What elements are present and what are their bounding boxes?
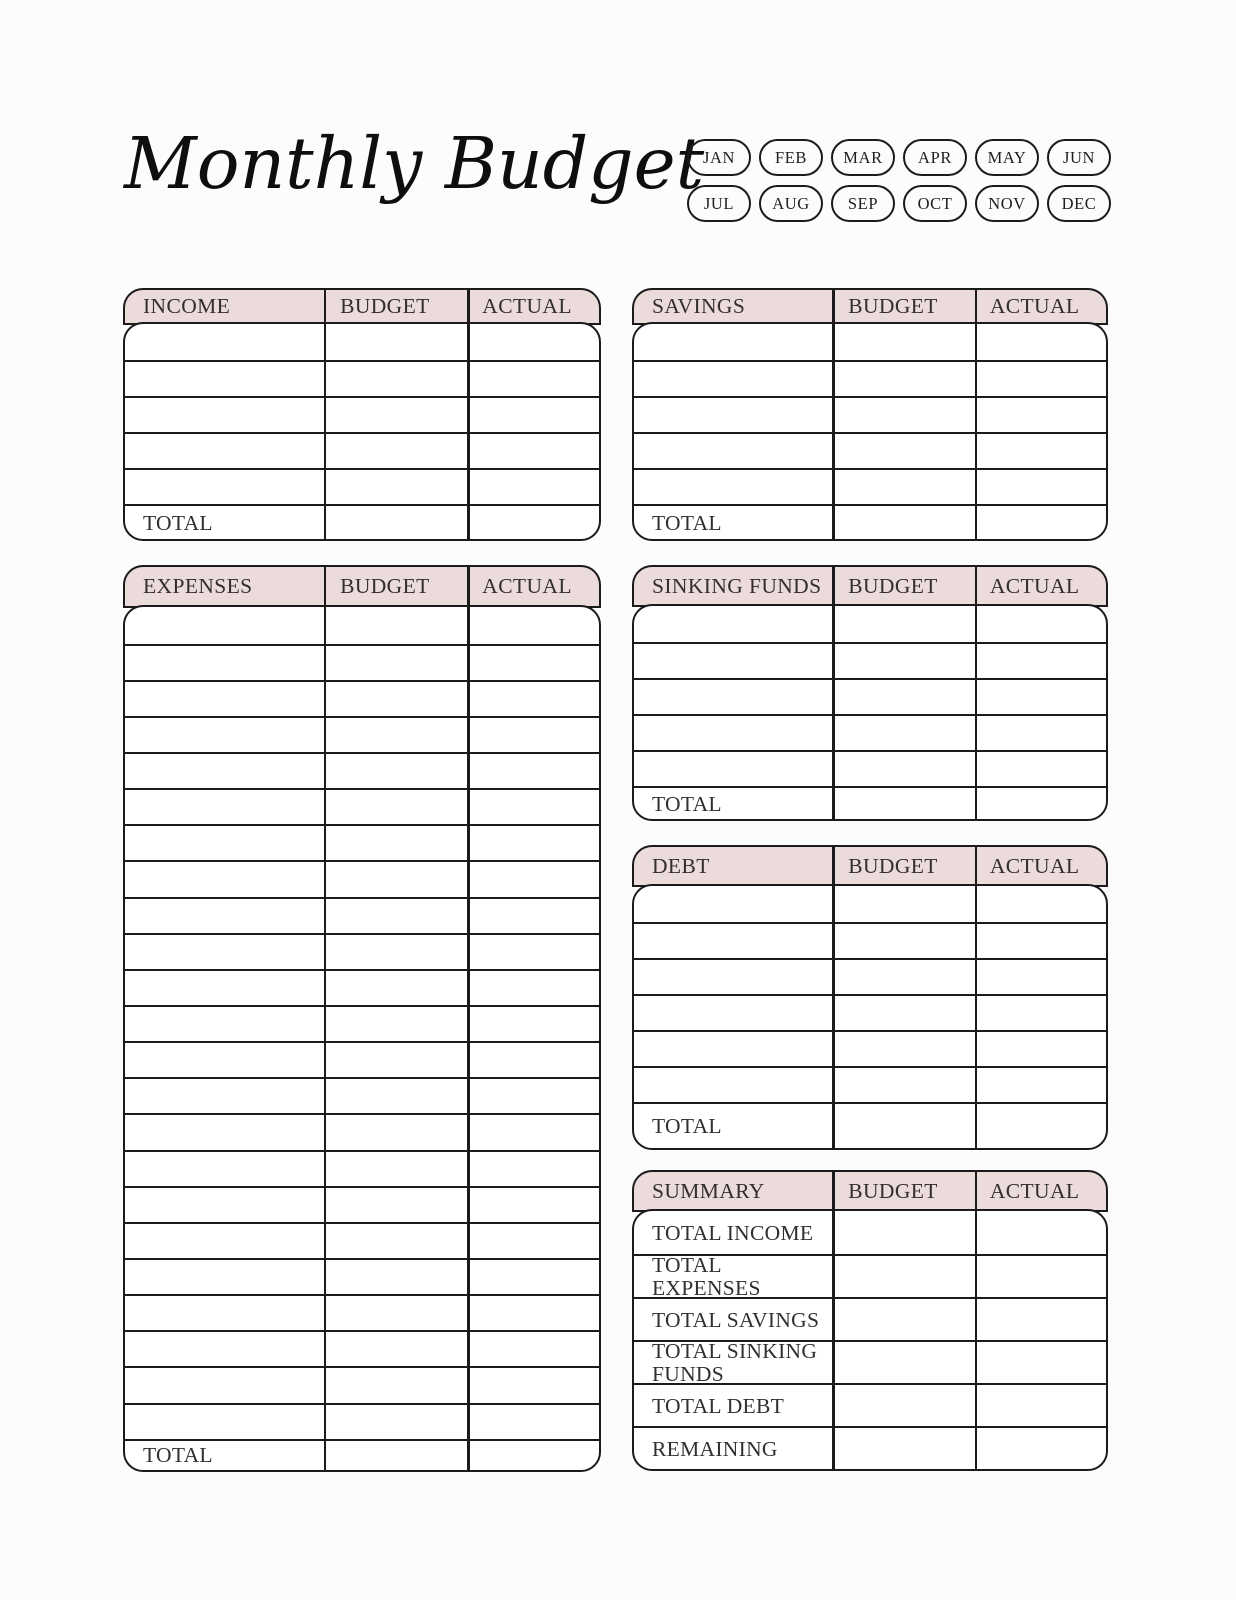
item-cell[interactable] <box>125 1152 324 1186</box>
summary-row-label: TOTAL INCOME <box>652 1220 814 1245</box>
savings-table <box>632 288 1108 541</box>
entry-row <box>125 788 599 824</box>
column-divider <box>467 288 470 541</box>
budget-column-header: BUDGET <box>848 853 938 878</box>
entry-row <box>125 1077 599 1113</box>
item-cell[interactable] <box>125 862 324 896</box>
item-cell[interactable] <box>125 1405 324 1439</box>
item-cell[interactable] <box>125 1115 324 1149</box>
budget-cell[interactable] <box>832 716 974 750</box>
budget-cell[interactable] <box>324 790 466 824</box>
actual-column-header: ACTUAL <box>989 573 1080 598</box>
column-divider <box>832 565 835 821</box>
item-cell[interactable] <box>125 718 324 752</box>
item-cell[interactable] <box>125 1188 324 1222</box>
column-divider <box>975 845 978 1150</box>
item-cell[interactable] <box>634 362 832 396</box>
budget-cell[interactable] <box>832 398 974 432</box>
entry-row <box>125 1041 599 1077</box>
entry-row <box>125 860 599 896</box>
month-pill-sep[interactable]: SEP <box>831 185 895 222</box>
actual-cell[interactable] <box>974 996 1106 1030</box>
budget-cell[interactable] <box>324 1224 466 1258</box>
savings-table-header <box>632 288 1108 325</box>
budget-cell[interactable] <box>324 1296 466 1330</box>
budget-cell[interactable] <box>832 788 974 819</box>
entry-row <box>634 750 1106 786</box>
column-divider <box>975 288 978 541</box>
budget-cell[interactable] <box>324 826 466 860</box>
budget-cell[interactable] <box>324 1152 466 1186</box>
actual-cell[interactable] <box>466 607 599 643</box>
entry-row <box>634 714 1106 750</box>
actual-cell[interactable] <box>974 1299 1106 1340</box>
entry-row <box>634 958 1106 994</box>
item-cell[interactable] <box>634 324 832 360</box>
debt-table-body <box>632 884 1108 1150</box>
actual-cell[interactable] <box>466 1043 599 1077</box>
total-row <box>634 786 1106 819</box>
item-cell[interactable] <box>125 790 324 824</box>
actual-cell[interactable] <box>974 398 1106 432</box>
actual-cell[interactable] <box>466 398 599 432</box>
budget-column-header: BUDGET <box>848 1178 938 1203</box>
item-cell[interactable] <box>634 470 832 504</box>
actual-cell[interactable] <box>466 1079 599 1113</box>
budget-column-header: BUDGET <box>848 294 938 318</box>
entry-row <box>125 1005 599 1041</box>
month-pill-feb[interactable]: FEB <box>759 139 823 176</box>
entry-row <box>125 432 599 468</box>
item-cell[interactable] <box>634 752 832 786</box>
budget-column-header: BUDGET <box>340 294 430 318</box>
actual-cell[interactable] <box>974 960 1106 994</box>
column-divider <box>832 845 835 1150</box>
expenses-table-header <box>123 565 601 608</box>
budget-cell[interactable] <box>324 1115 466 1149</box>
budget-cell[interactable] <box>324 506 466 539</box>
entry-row <box>125 969 599 1005</box>
budget-cell[interactable] <box>324 862 466 896</box>
expenses-table-body <box>123 605 601 1471</box>
item-cell[interactable] <box>634 434 832 468</box>
actual-cell[interactable] <box>466 1007 599 1041</box>
actual-cell[interactable] <box>466 862 599 896</box>
savings-table-title: SAVINGS <box>652 294 746 318</box>
actual-column-header: ACTUAL <box>989 294 1080 318</box>
budget-cell[interactable] <box>324 607 466 643</box>
summary-row-total-debt <box>634 1383 1106 1426</box>
item-cell[interactable] <box>634 680 832 714</box>
actual-cell[interactable] <box>466 1296 599 1330</box>
entry-row <box>634 1066 1106 1102</box>
entry-row <box>125 897 599 933</box>
income-table-body <box>123 322 601 541</box>
budget-cell[interactable] <box>324 1043 466 1077</box>
entry-row <box>125 1294 599 1330</box>
total-row-label: TOTAL <box>143 1442 213 1467</box>
month-selector <box>687 139 1111 222</box>
entry-row <box>634 994 1106 1030</box>
entry-row <box>634 922 1106 958</box>
item-cell[interactable] <box>634 924 832 958</box>
actual-cell[interactable] <box>466 1152 599 1186</box>
column-divider <box>324 288 327 541</box>
item-cell[interactable] <box>125 362 324 396</box>
expenses-table-title: EXPENSES <box>143 574 253 598</box>
total-row <box>634 1102 1106 1148</box>
debt-table-title: DEBT <box>652 853 710 878</box>
budget-cell[interactable] <box>832 362 974 396</box>
actual-cell[interactable] <box>974 1032 1106 1066</box>
budget-cell[interactable] <box>832 470 974 504</box>
budget-cell[interactable] <box>832 1211 974 1254</box>
actual-cell[interactable] <box>974 752 1106 786</box>
total-row <box>125 1439 599 1470</box>
item-cell[interactable] <box>125 1043 324 1077</box>
budget-cell[interactable] <box>832 606 974 642</box>
sinking-funds-table-title: SINKING FUNDS <box>652 573 822 598</box>
actual-cell[interactable] <box>974 1211 1106 1254</box>
month-pill-dec[interactable]: DEC <box>1047 185 1111 222</box>
entry-row <box>125 324 599 360</box>
budget-cell[interactable] <box>832 1428 974 1469</box>
item-cell[interactable] <box>125 398 324 432</box>
summary-row-label: REMAINING <box>652 1436 778 1461</box>
actual-cell[interactable] <box>466 434 599 468</box>
actual-cell[interactable] <box>466 971 599 1005</box>
item-cell[interactable] <box>634 716 832 750</box>
budget-cell[interactable] <box>832 644 974 678</box>
actual-cell[interactable] <box>974 924 1106 958</box>
actual-column-header: ACTUAL <box>989 1178 1080 1203</box>
entry-row <box>125 1186 599 1222</box>
sinking-funds-table <box>632 565 1108 821</box>
actual-cell[interactable] <box>974 886 1106 922</box>
budget-cell[interactable] <box>832 324 974 360</box>
actual-cell[interactable] <box>974 1068 1106 1102</box>
actual-cell[interactable] <box>466 1368 599 1402</box>
entry-row <box>634 324 1106 360</box>
actual-cell[interactable] <box>974 1104 1106 1148</box>
entry-row <box>125 1366 599 1402</box>
budget-column-header: BUDGET <box>848 573 938 598</box>
entry-row <box>125 1403 599 1439</box>
budget-cell[interactable] <box>832 886 974 922</box>
item-cell[interactable] <box>125 324 324 360</box>
item-cell[interactable] <box>125 971 324 1005</box>
actual-cell[interactable] <box>974 324 1106 360</box>
actual-cell[interactable] <box>466 324 599 360</box>
total-row <box>634 504 1106 539</box>
actual-cell[interactable] <box>466 1260 599 1294</box>
actual-cell[interactable] <box>974 606 1106 642</box>
entry-row <box>125 396 599 432</box>
actual-cell[interactable] <box>466 470 599 504</box>
actual-cell[interactable] <box>974 506 1106 539</box>
total-row <box>125 504 599 539</box>
entry-row <box>125 1113 599 1149</box>
actual-cell[interactable] <box>466 899 599 933</box>
entry-row <box>125 468 599 504</box>
summary-row-label: TOTAL SAVINGS <box>652 1307 820 1332</box>
budget-cell[interactable] <box>832 680 974 714</box>
item-cell[interactable] <box>634 1068 832 1102</box>
actual-cell[interactable] <box>466 1405 599 1439</box>
income-table <box>123 288 601 541</box>
sinking-funds-table-header <box>632 565 1108 607</box>
actual-column-header: ACTUAL <box>482 574 572 598</box>
item-cell[interactable] <box>125 470 324 504</box>
column-divider <box>324 565 327 1472</box>
actual-column-header: ACTUAL <box>989 853 1080 878</box>
summary-row-remaining <box>634 1426 1106 1469</box>
summary-table <box>632 1170 1108 1471</box>
budget-cell[interactable] <box>832 434 974 468</box>
budget-cell[interactable] <box>324 1188 466 1222</box>
summary-table-title: SUMMARY <box>652 1178 765 1203</box>
summary-row-label: TOTAL SINKING FUNDS <box>652 1339 818 1386</box>
month-pill-jan[interactable]: JAN <box>687 139 751 176</box>
budget-cell[interactable] <box>324 324 466 360</box>
item-cell[interactable] <box>125 1079 324 1113</box>
budget-cell[interactable] <box>832 1385 974 1426</box>
actual-cell[interactable] <box>974 788 1106 819</box>
actual-cell[interactable] <box>466 826 599 860</box>
budget-cell[interactable] <box>324 1441 466 1470</box>
item-cell[interactable] <box>125 1224 324 1258</box>
item-cell[interactable] <box>125 1007 324 1041</box>
actual-cell[interactable] <box>974 1256 1106 1297</box>
entry-row <box>125 644 599 680</box>
month-pill-may[interactable]: MAY <box>975 139 1039 176</box>
debt-table <box>632 845 1108 1150</box>
income-table-header <box>123 288 601 325</box>
actual-cell[interactable] <box>974 434 1106 468</box>
actual-cell[interactable] <box>974 1428 1106 1469</box>
budget-cell[interactable] <box>832 960 974 994</box>
entry-row <box>125 716 599 752</box>
actual-cell[interactable] <box>974 1342 1106 1383</box>
item-cell[interactable] <box>125 434 324 468</box>
savings-table-body <box>632 322 1108 541</box>
summary-row-total-sinking-funds <box>634 1339 1106 1386</box>
item-cell[interactable] <box>125 1260 324 1294</box>
month-pill-mar[interactable]: MAR <box>831 139 895 176</box>
budget-cell[interactable] <box>832 1299 974 1340</box>
budget-cell[interactable] <box>324 1405 466 1439</box>
budget-cell[interactable] <box>832 1068 974 1102</box>
actual-cell[interactable] <box>974 362 1106 396</box>
entry-row <box>634 468 1106 504</box>
month-pill-jun[interactable]: JUN <box>1047 139 1111 176</box>
actual-cell[interactable] <box>466 1332 599 1366</box>
budget-cell[interactable] <box>832 752 974 786</box>
month-pill-aug[interactable]: AUG <box>759 185 823 222</box>
budget-cell[interactable] <box>832 996 974 1030</box>
actual-cell[interactable] <box>466 1188 599 1222</box>
entry-row <box>634 606 1106 642</box>
entry-row <box>634 396 1106 432</box>
summary-row-total-income <box>634 1211 1106 1254</box>
budget-cell[interactable] <box>324 935 466 969</box>
income-table-title: INCOME <box>143 294 231 318</box>
item-cell[interactable] <box>634 644 832 678</box>
budget-cell[interactable] <box>324 971 466 1005</box>
entry-row <box>125 607 599 643</box>
budget-cell[interactable] <box>324 754 466 788</box>
item-cell[interactable] <box>634 996 832 1030</box>
sinking-funds-table-body <box>632 604 1108 821</box>
budget-cell[interactable] <box>324 1260 466 1294</box>
entry-row <box>634 432 1106 468</box>
budget-cell[interactable] <box>324 362 466 396</box>
budget-cell[interactable] <box>324 398 466 432</box>
column-divider <box>832 288 835 541</box>
budget-cell[interactable] <box>324 1079 466 1113</box>
item-cell[interactable] <box>634 606 832 642</box>
total-row-label: TOTAL <box>652 791 722 816</box>
budget-cell[interactable] <box>324 718 466 752</box>
entry-row <box>125 1222 599 1258</box>
page-title: Monthly Budget <box>124 122 705 205</box>
item-cell[interactable] <box>125 682 324 716</box>
item-cell[interactable] <box>634 886 832 922</box>
entry-row <box>634 678 1106 714</box>
entry-row <box>125 1150 599 1186</box>
expenses-table <box>123 565 601 1472</box>
budget-cell[interactable] <box>832 506 974 539</box>
budget-cell[interactable] <box>832 924 974 958</box>
item-cell[interactable] <box>634 398 832 432</box>
month-pill-apr[interactable]: APR <box>903 139 967 176</box>
actual-cell[interactable] <box>466 1224 599 1258</box>
actual-cell[interactable] <box>466 646 599 680</box>
budget-cell[interactable] <box>324 682 466 716</box>
actual-cell[interactable] <box>466 682 599 716</box>
summary-table-body <box>632 1209 1108 1471</box>
column-divider <box>832 1170 835 1471</box>
total-row-label: TOTAL <box>652 1114 722 1139</box>
item-cell[interactable] <box>125 899 324 933</box>
summary-row-label: TOTAL DEBT <box>652 1393 785 1418</box>
entry-row <box>125 360 599 396</box>
actual-cell[interactable] <box>466 935 599 969</box>
actual-cell[interactable] <box>974 680 1106 714</box>
month-pill-jul[interactable]: JUL <box>687 185 751 222</box>
item-cell[interactable] <box>634 960 832 994</box>
budget-column-header: BUDGET <box>340 574 430 598</box>
entry-row <box>634 360 1106 396</box>
budget-cell[interactable] <box>324 646 466 680</box>
actual-cell[interactable] <box>466 754 599 788</box>
actual-cell[interactable] <box>974 470 1106 504</box>
item-cell[interactable] <box>125 1296 324 1330</box>
summary-table-header <box>632 1170 1108 1212</box>
item-cell[interactable] <box>125 935 324 969</box>
budget-cell[interactable] <box>324 434 466 468</box>
month-pill-oct[interactable]: OCT <box>903 185 967 222</box>
entry-row <box>634 642 1106 678</box>
actual-cell[interactable] <box>466 790 599 824</box>
total-row-label: TOTAL <box>652 510 722 535</box>
actual-cell[interactable] <box>466 1115 599 1149</box>
entry-row <box>634 886 1106 922</box>
column-divider <box>975 565 978 821</box>
entry-row <box>125 680 599 716</box>
item-cell[interactable] <box>125 1368 324 1402</box>
entry-row <box>125 752 599 788</box>
column-divider <box>975 1170 978 1471</box>
budget-cell[interactable] <box>832 1256 974 1297</box>
actual-column-header: ACTUAL <box>482 294 572 318</box>
total-row-label: TOTAL <box>143 510 213 535</box>
actual-cell[interactable] <box>466 718 599 752</box>
summary-row-total-savings <box>634 1297 1106 1340</box>
budget-cell[interactable] <box>324 1007 466 1041</box>
entry-row <box>125 1258 599 1294</box>
budget-cell[interactable] <box>832 1104 974 1148</box>
actual-cell[interactable] <box>974 644 1106 678</box>
summary-row-total-expenses <box>634 1253 1106 1300</box>
item-cell[interactable] <box>125 646 324 680</box>
item-cell[interactable] <box>634 1032 832 1066</box>
actual-cell[interactable] <box>466 362 599 396</box>
item-cell[interactable] <box>125 826 324 860</box>
entry-row <box>125 1330 599 1366</box>
budget-cell[interactable] <box>832 1032 974 1066</box>
budget-cell[interactable] <box>324 1332 466 1366</box>
debt-table-header <box>632 845 1108 887</box>
column-divider <box>467 565 470 1472</box>
budget-cell[interactable] <box>324 1368 466 1402</box>
item-cell[interactable] <box>125 1332 324 1366</box>
entry-row <box>125 933 599 969</box>
item-cell[interactable] <box>125 607 324 643</box>
actual-cell[interactable] <box>466 1441 599 1470</box>
actual-cell[interactable] <box>466 506 599 539</box>
budget-cell[interactable] <box>832 1342 974 1383</box>
summary-row-label: TOTAL EXPENSES <box>652 1253 761 1300</box>
budget-cell[interactable] <box>324 470 466 504</box>
actual-cell[interactable] <box>974 1385 1106 1426</box>
entry-row <box>634 1030 1106 1066</box>
item-cell[interactable] <box>125 754 324 788</box>
month-pill-nov[interactable]: NOV <box>975 185 1039 222</box>
entry-row <box>125 824 599 860</box>
actual-cell[interactable] <box>974 716 1106 750</box>
budget-cell[interactable] <box>324 899 466 933</box>
